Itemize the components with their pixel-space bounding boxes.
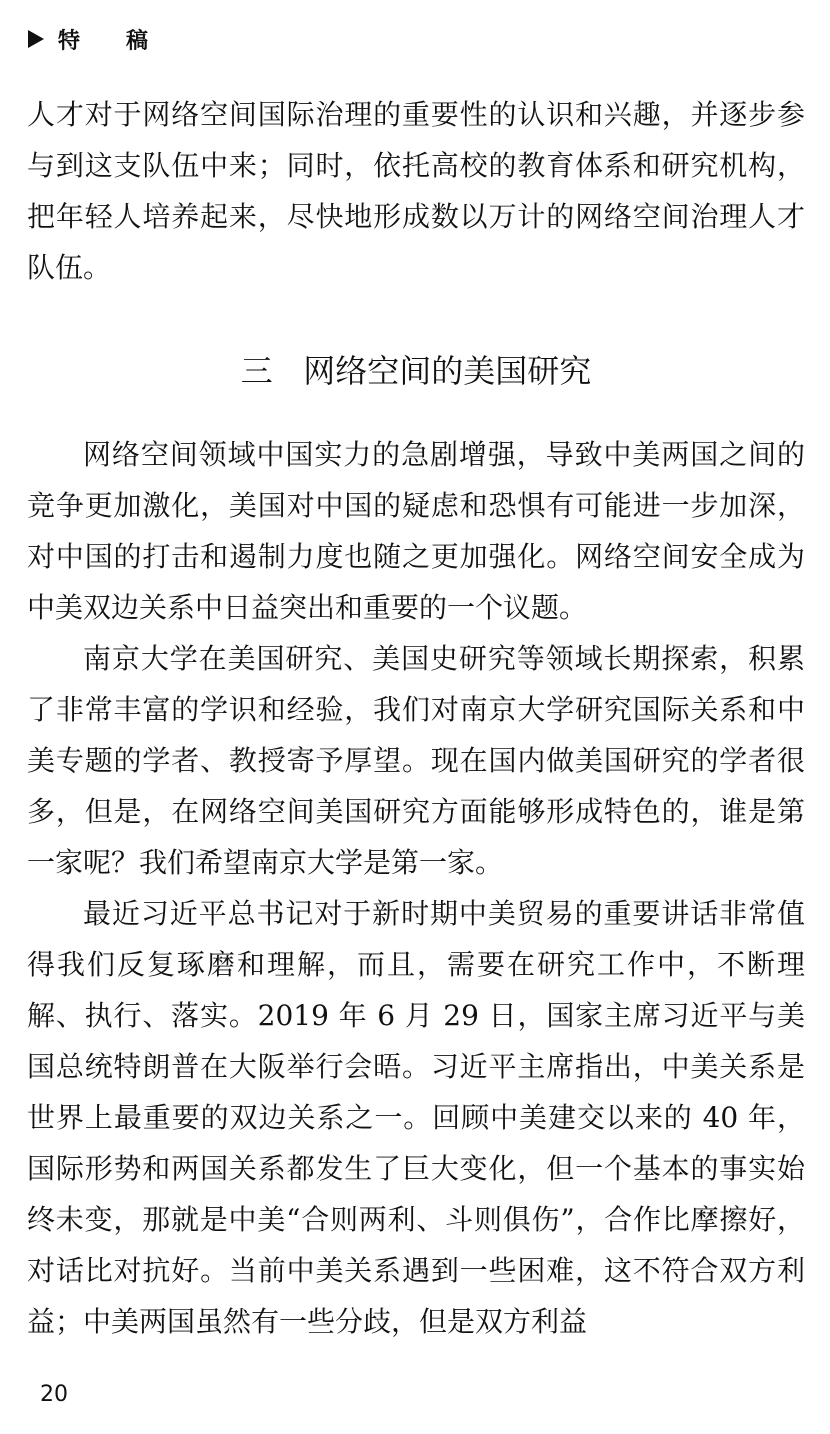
paragraph-continued: 人才对于网络空间国际治理的重要性的认识和兴趣，并逐步参与到这支队伍中来；同时，依托高校的教育体系和研究机构，把年轻人培养起来，尽快地形成数以万计的网络空间治理人才队伍。 bbox=[27, 98, 805, 284]
paragraph: 南京大学在美国研究、美国史研究等领域长期探索，积累了非常丰富的学识和经验，我们对南京大学研究国际关系和中美专题的学者、教授寄予厚望。现在国内做美国研究的学者很多，但是，在网络空间美国研究方面能够形成特色的，谁是第一家呢？我们希望南京大学是第一家。 bbox=[27, 642, 805, 879]
page-body bbox=[27, 89, 805, 1347]
paragraph: 最近习近平总书记对于新时期中美贸易的重要讲话非常值得我们反复琢磨和理解，而且，需要在研究工作中，不断理解、执行、落实。2019 年 6 月 29 日，国家主席习近平与美国总统特朗普在大阪举行会晤。习近平主席指出，中美关系是世界上最重要的双边关系之一。回顾中美建交以来的 40 年，国际形势和两国关系都发生了巨大变化，但一个基本的事实始终未变，那就是中美“合则两利、斗则俱伤”，合作比摩擦好，对话比对抗好。当前中美关系遇到一些困难，这不符合双方利益；中美两国虽然有一些分歧，但是双方利益 bbox=[27, 897, 805, 1338]
running-header bbox=[28, 22, 194, 56]
running-header-label: 特稿 bbox=[58, 28, 195, 54]
page-number: 20 bbox=[40, 1382, 68, 1407]
paragraph: 网络空间领域中国实力的急剧增强，导致中美两国之间的竞争更加激化，美国对中国的疑虑和恐惧有可能进一步加深，对中国的打击和遏制力度也随之更加强化。网络空间安全成为中美双边关系中日益突出和重要的一个议题。 bbox=[27, 438, 805, 624]
triangle-marker-icon bbox=[28, 30, 44, 48]
section-title: 三 网络空间的美国研究 bbox=[240, 352, 592, 390]
